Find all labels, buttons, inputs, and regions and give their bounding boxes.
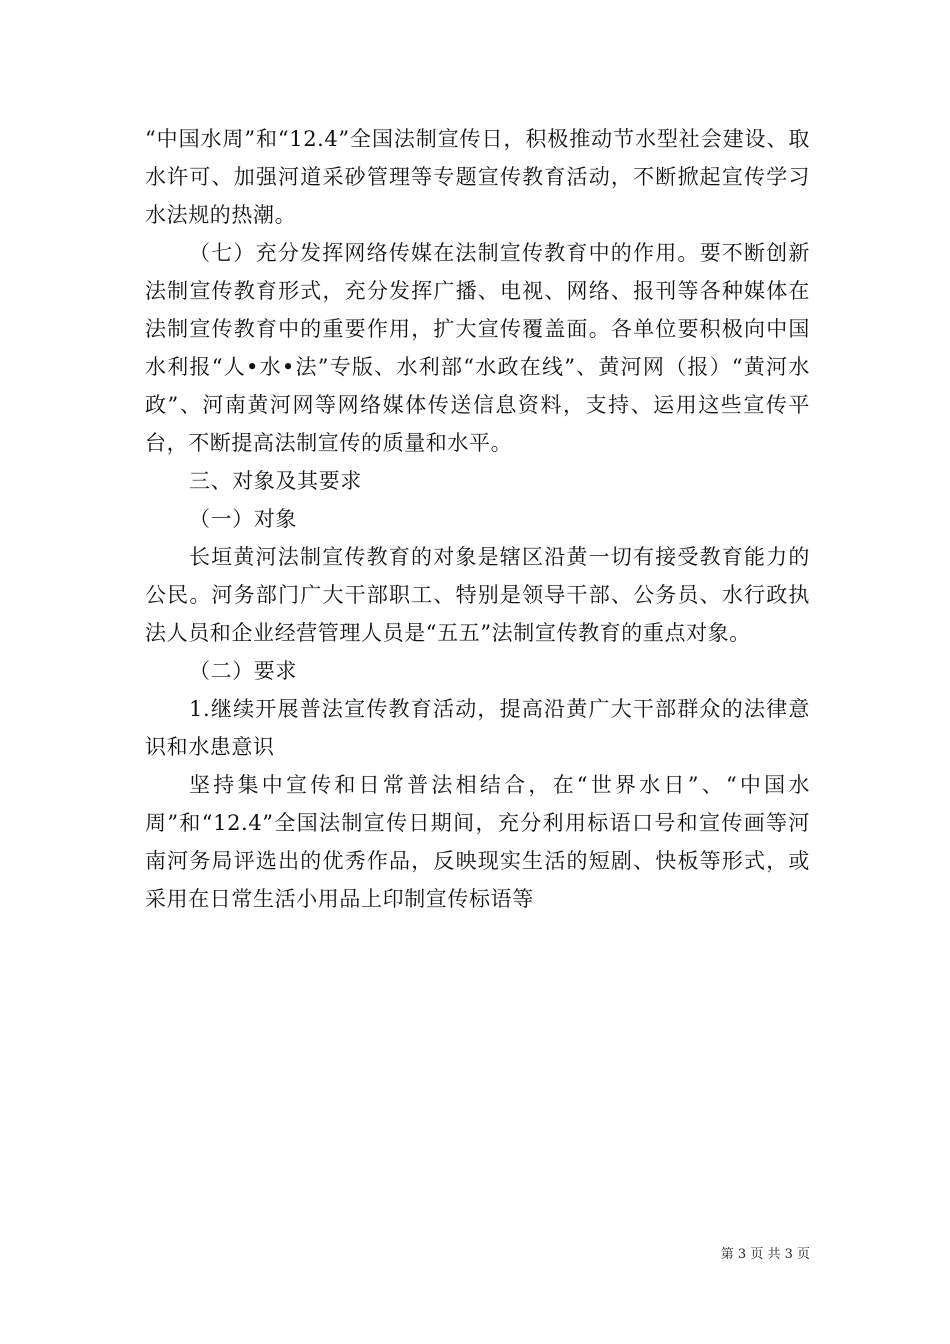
section-heading-objects-requirements: 三、对象及其要求 bbox=[189, 469, 362, 493]
paragraph-requirement-1-title: 1.继续开展普法宣传教育活动，提高沿黄广大干部群众的法律意识和水患意识 bbox=[145, 697, 810, 759]
subheading-requirements: （二）要求 bbox=[189, 659, 297, 683]
page-number-footer: 第 3 页 共 3 页 bbox=[720, 1247, 810, 1262]
document-body bbox=[145, 120, 810, 918]
paragraph-requirement-1-body: 坚持集中宣传和日常普法相结合，在“世界水日”、“中国水周”和“12.4”全国法制宣传日期间，充分利用标语口号和宣传画等河南河务局评选出的优秀作品，反映现实生活的短剧、快板等形式，或采用在日常生活小用品上印制宣传标语等 bbox=[145, 773, 810, 911]
paragraph-network-media: （七）充分发挥网络传媒在法制宣传教育中的作用。要不断创新法制宣传教育形式，充分发挥广播、电视、网络、报刊等各种媒体在法制宣传教育中的重要作用，扩大宣传覆盖面。各单位要积极向中国水利报“人•水•法”专版、水利部“水政在线”、黄河网（报）“黄河水政”、河南黄河网等网络媒体传送信息资料，支持、运用这些宣传平台，不断提高法制宣传的质量和水平。 bbox=[145, 241, 810, 455]
subheading-objects: （一）对象 bbox=[189, 507, 297, 531]
paragraph-continuation: “中国水周”和“12.4”全国法制宣传日，积极推动节水型社会建设、取水许可、加强河道采砂管理等专题宣传教育活动，不断掀起宣传学习水法规的热潮。 bbox=[145, 127, 810, 227]
paragraph-objects: 长垣黄河法制宣传教育的对象是辖区沿黄一切有接受教育能力的公民。河务部门广大干部职工、特别是领导干部、公务员、水行政执法人员和企业经营管理人员是“五五”法制宣传教育的重点对象。 bbox=[145, 545, 810, 645]
